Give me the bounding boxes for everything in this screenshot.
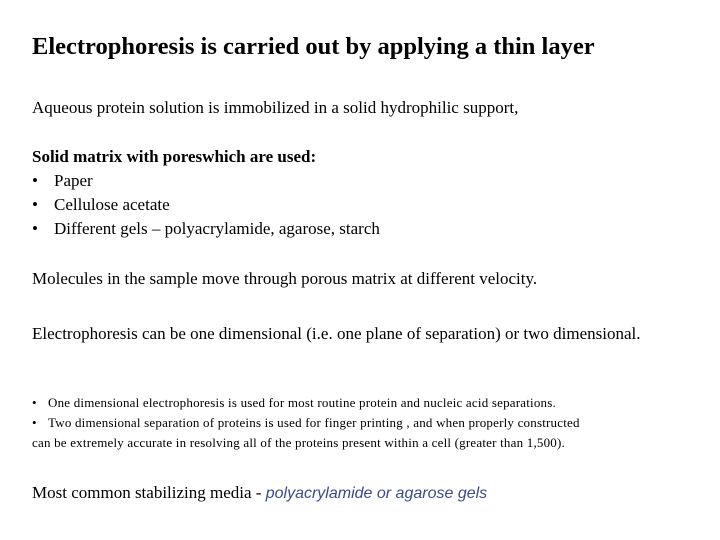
list-item-text: Different gels – polyacrylamide, agarose, starch [54, 219, 380, 238]
stabilizing-media-text [32, 481, 700, 506]
bullet-icon: • [32, 171, 38, 190]
bullet-icon: • [32, 395, 37, 410]
note-item-text: Two dimensional separation of proteins is used for finger printing , and when properly constructed [48, 415, 580, 430]
note-continuation: can be extremely accurate in resolving all of the proteins present within a cell (greater than 1,500). [32, 435, 565, 450]
aqueous-solution-text: Aqueous protein solution is immobilized in a solid hydrophilic support, [32, 98, 519, 117]
note-item [32, 413, 714, 433]
bullet-icon: • [32, 219, 38, 238]
bullet-icon: • [32, 415, 37, 430]
dimension-notes [32, 393, 714, 453]
list-item [32, 169, 700, 193]
solid-matrix-heading: Solid matrix with poreswhich are used: [32, 147, 317, 166]
list-item-text: Cellulose acetate [54, 195, 170, 214]
slide-title: Electrophoresis is carried out by applying a thin layer [32, 33, 595, 60]
list-item [32, 193, 700, 217]
bullet-icon: • [32, 195, 38, 214]
note-item [32, 393, 714, 413]
solid-matrix-section [32, 145, 700, 241]
list-item [32, 217, 700, 241]
molecules-text: Molecules in the sample move through porous matrix at different velocity. [32, 269, 538, 288]
stabilizing-media-highlight: polyacrylamide or agarose gels [265, 485, 488, 502]
dimensions-text: Electrophoresis can be one dimensional (i.e. one plane of separation) or two dimensional. [32, 324, 641, 343]
list-item-text: Paper [54, 171, 93, 190]
stabilizing-media-prefix: Most common stabilizing media - [32, 483, 266, 502]
note-item-text: One dimensional electrophoresis is used for most routine protein and nucleic acid separations. [48, 395, 556, 410]
